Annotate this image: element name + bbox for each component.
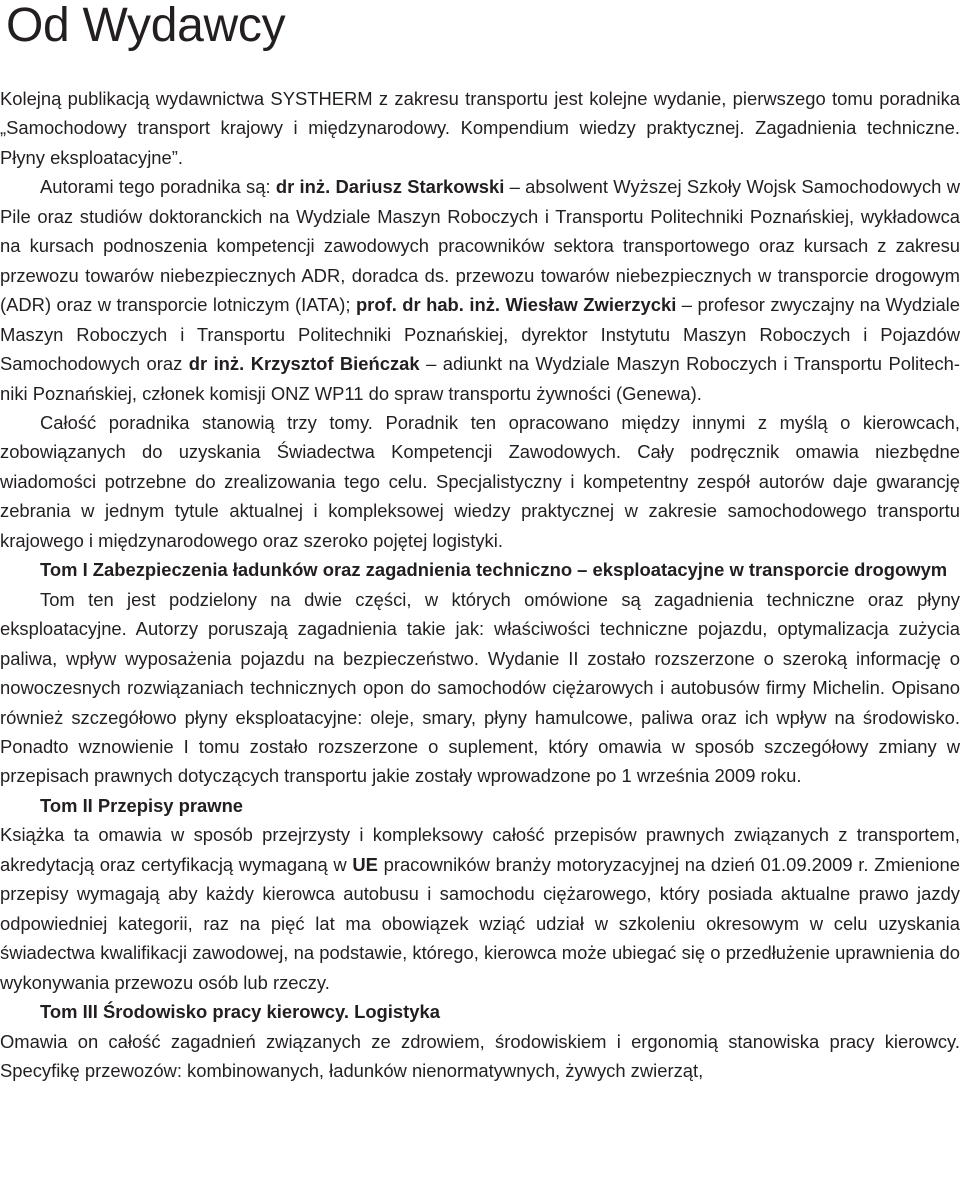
tom-2-heading: Tom II Przepisy prawne	[40, 794, 244, 816]
author-2-title: prof. dr hab. inż.	[355, 294, 506, 316]
page-title: Od Wydawcy	[6, 0, 286, 52]
overview-paragraph: Całość poradnika stanowią trzy tomy. Poradnik ten opracowano między innymi z myślą o kierowcach, zobowiązanych do uzyskania Świadectwa Kompetencji Zawodowych. Cały podręcznik omawia niezbędne wiadomości potrzebne do zrealizowania tego celu. Specjalistyczny i kompetentny zespół autorów daje gwarancję zebrania w jednym tytule aktualnej i kompleksowej wiedzy praktycznej w zakresie samochodowego transportu krajowego i międzynarodowego oraz szeroko pojętej logistyki.	[0, 411, 960, 551]
author-1-name: Dariusz Starkowski	[335, 176, 505, 198]
tom-3-heading: Tom III Środowisko pracy kierowcy. Logistyka	[40, 1001, 440, 1023]
tom-2-text	[0, 820, 960, 997]
tom-3-text: Omawia on całość zagadnień związanych ze zdrowiem, środowiskiem i ergonomią stanowiska pracy kierowcy. Specyfikę przewozów: kombinowanych, ładunków nienormatywnych, żywych zwierząt,	[0, 1030, 960, 1081]
tom-2-text-part-a: Książka ta omawia w sposób przejrzysty i kompleksowy całość przepisów prawnych związanych z transportem, akredytacją oraz certyfikacją wymaganą w	[0, 824, 960, 875]
author-2-name: Wiesław Zwierzycki	[505, 294, 677, 316]
tom-2-text-part-b: pracowników branży motoryzacyjnej na dzień 01.09.2009 r. Zmienione przepisy wymagają aby każdy kierowca autobusu i samochodu ciężarowego, który posiada aktualne prawo jazdy odpowiedniej kategorii, raz na pięć lat ma obowiązek wziąć udział w szkoleniu okresowym w celu uzyskania świadectwa kwalifikacji zawodowej, na podstawie, którego, kierowca może ubiegać się o przedłużenie uprawnienia do wykonywania przewozu osób lub rzeczy.	[0, 853, 960, 993]
intro-paragraph: Kolejną publikacją wydawnictwa SYSTHERM z zakresu transportu jest kolejne wydanie, pierwszego tomu poradnika „Samochodowy transport krajowy i międzynarodowy. Kompendium wiedzy praktycznej. Zagadnienia techniczne. Płyny eksploatacyjne”.	[0, 88, 960, 168]
author-2-description: – profesor zwyczajny na Wydziale Maszyn Roboczych i Transportu Politechniki Poznańskiej, dyrektor Instytutu Maszyn Roboczych i Pojazdów Samochodowych oraz	[0, 294, 960, 375]
tom-1-text: Tom ten jest podzielony na dwie części, w których omówione są zagadnienia techniczne oraz płyny eksploatacyjne. Autorzy poruszają zagadnienia takie jak: właściwości techniczne pojazdu, optymalizacja zużycia paliwa, wpływ wyposażenia pojazdu na bezpieczeństwo. Wydanie II zostało rozszerzone o szeroką informację o nowoczesnych rozwiązaniach technicznych opon do samochodów ciężarowych i autobusów firmy Michelin. Opisano również szczegółowo płyny eksploatacyjne: oleje, smary, płyny hamulcowe, paliwa oraz ich wpływ na środowisko. Ponadto wznowienie I tomu zostało rozszerzone o suplement, który omawia w sposób szczegółowy zmiany w przepisach prawnych dotyczących transportu jakie zostały wprowadzone po 1 września 2009 roku.	[0, 588, 960, 787]
author-3-title: dr inż.	[188, 353, 251, 375]
authors-lead: Autorami tego poradnika są:	[40, 176, 276, 198]
authors-paragraph	[0, 172, 960, 408]
tom-2-ue: UE	[352, 853, 378, 875]
author-3-description: – adiunkt na Wydziale Maszyn Roboczych i Transportu Politechniki Poznańskiej, członek komisji ONZ WP11 do spraw transportu żywności (Genewa).	[0, 353, 960, 404]
author-1-description: – absolwent Wyższej Szkoły Wojsk Samochodowych w Pile oraz studiów doktoranckich na Wydziale Maszyn Roboczych i Transportu Politechniki Poznańskiej, wykładowca na kursach podnoszenia kompetencji zawodowych pracowników sektora transportowego oraz kursach z zakresu przewozu towarów niebezpiecznych ADR, doradca ds. przewozu towarów niebezpiecznych w transporcie drogowym (ADR) oraz w transporcie lotniczym (IATA);	[0, 176, 960, 316]
tom-1-heading: Tom I Zabezpieczenia ładunków oraz zagadnienia techniczno – eksploatacyjne w transporcie drogowym	[40, 559, 948, 581]
author-1-title: dr inż.	[275, 176, 336, 198]
author-3-name: Krzysztof Bieńczak	[250, 353, 420, 375]
document-body	[0, 84, 960, 1085]
